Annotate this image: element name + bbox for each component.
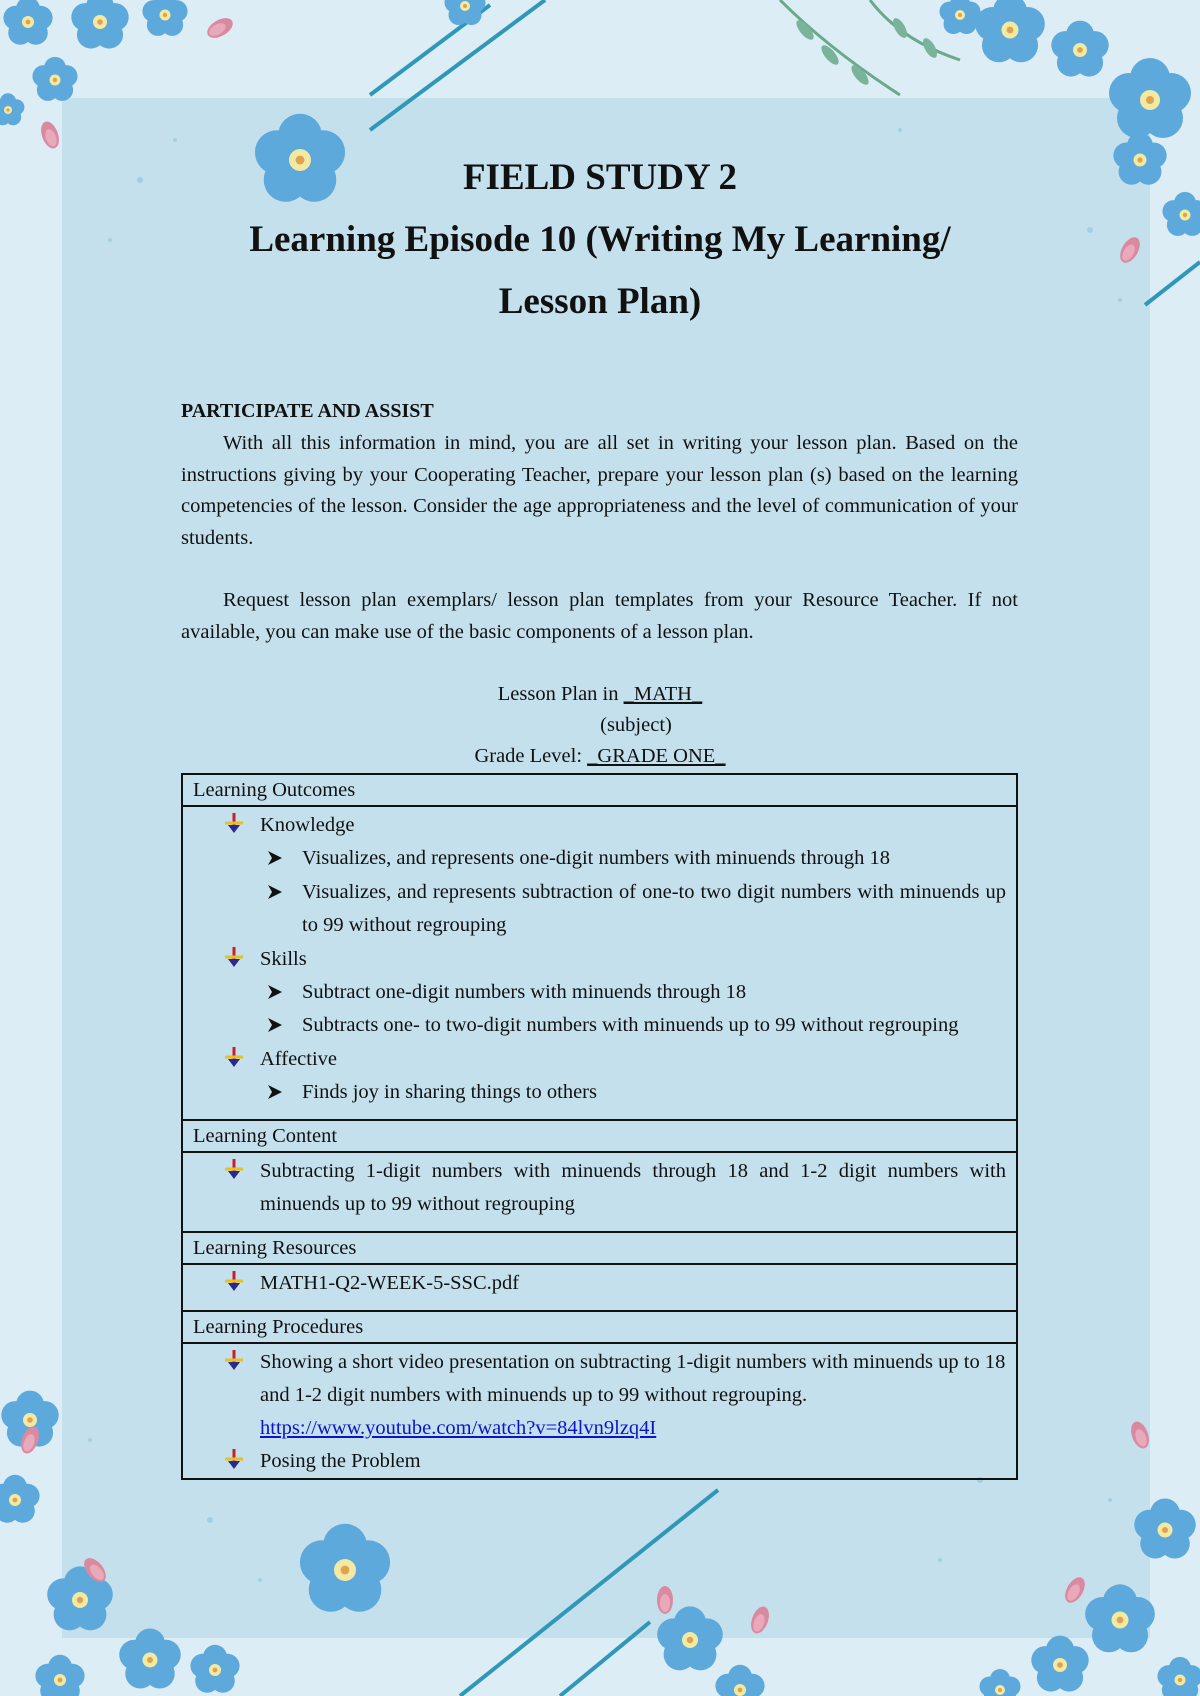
chevron-right-icon — [266, 976, 284, 1010]
learning-content-cell — [182, 1152, 1017, 1232]
subject-value: _MATH_ — [623, 683, 703, 705]
list-item: Affective — [193, 1043, 1006, 1076]
episode-title: Learning Episode 10 (Writing My Learning/ — [249, 219, 951, 260]
document-title: FIELD STUDY 2 — [462, 157, 738, 198]
paragraph-text: Request lesson plan exemplars/ lesson plan templates from your Resource Teacher. If not available, you can make use of the basic components of a lesson plan. — [181, 589, 1018, 643]
learning-outcomes-header: Learning Outcomes — [182, 774, 1017, 806]
list-item: Visualizes, and represents one-digit numbers with minuends through 18 — [193, 842, 1006, 876]
grade-level-line: Grade Level: _GRADE ONE_ — [474, 745, 726, 767]
list-item: Subtract one-digit numbers with minuends through 18 — [193, 976, 1006, 1010]
youtube-video-link[interactable]: https://www.youtube.com/watch?v=84lvn9lzq4I — [260, 1417, 657, 1439]
list-item: Showing a short video presentation on subtracting 1-digit numbers with minuends up to 18 and 1-2 digit numbers with minuends up to 99 without regrouping. https://www.youtube.com/watch?v=84lvn9lzq4I — [193, 1346, 1006, 1445]
list-item: Finds joy in sharing things to others — [193, 1076, 1006, 1110]
section-heading: PARTICIPATE AND ASSIST — [181, 400, 434, 422]
arrow-bullet-icon — [223, 1155, 245, 1188]
subject-caption: (subject) — [600, 714, 672, 736]
grade-value: _GRADE ONE_ — [587, 745, 726, 767]
learning-resources-header: Learning Resources — [182, 1232, 1017, 1264]
list-item: Subtracts one- to two-digit numbers with minuends up to 99 without regrouping — [193, 1009, 1006, 1043]
arrow-bullet-icon — [223, 1346, 245, 1379]
lesson-plan-table — [181, 773, 1018, 1480]
episode-title-continued: Lesson Plan) — [498, 281, 702, 322]
list-item: Subtracting 1-digit numbers with minuends through 18 and 1-2 digit numbers with minuends up to 99 without regrouping — [193, 1155, 1006, 1221]
learning-outcomes-cell — [182, 806, 1017, 1120]
learning-resources-cell — [182, 1264, 1017, 1311]
chevron-right-icon — [266, 1076, 284, 1110]
instruction-paragraph — [181, 428, 1018, 554]
arrow-bullet-icon — [223, 1445, 245, 1478]
chevron-right-icon — [266, 1009, 284, 1043]
list-item: Visualizes, and represents subtraction of one-to two digit numbers with minuends up to 99 without regrouping — [193, 876, 1006, 943]
list-item: MATH1-Q2-WEEK-5-SSC.pdf — [193, 1267, 1006, 1300]
list-item: Posing the Problem — [193, 1445, 1006, 1478]
list-item: Skills — [193, 943, 1006, 976]
arrow-bullet-icon — [223, 943, 245, 976]
request-paragraph — [181, 585, 1018, 648]
chevron-right-icon — [266, 876, 284, 910]
learning-procedures-header: Learning Procedures — [182, 1311, 1017, 1343]
learning-procedures-cell — [182, 1343, 1017, 1479]
chevron-right-icon — [266, 842, 284, 876]
subject-line: Lesson Plan in _MATH_ — [497, 683, 703, 705]
paragraph-text: With all this information in mind, you are all set in writing your lesson plan. Based on the instructions giving by your Cooperating Teacher, prepare your lesson plan (s) based on the learning competencies of the lesson. Consider the age appropriateness and the level of communication of your students. — [181, 432, 1018, 549]
arrow-bullet-icon — [223, 809, 245, 842]
learning-content-header: Learning Content — [182, 1120, 1017, 1152]
list-item: Knowledge — [193, 809, 1006, 842]
arrow-bullet-icon — [223, 1043, 245, 1076]
arrow-bullet-icon — [223, 1267, 245, 1300]
